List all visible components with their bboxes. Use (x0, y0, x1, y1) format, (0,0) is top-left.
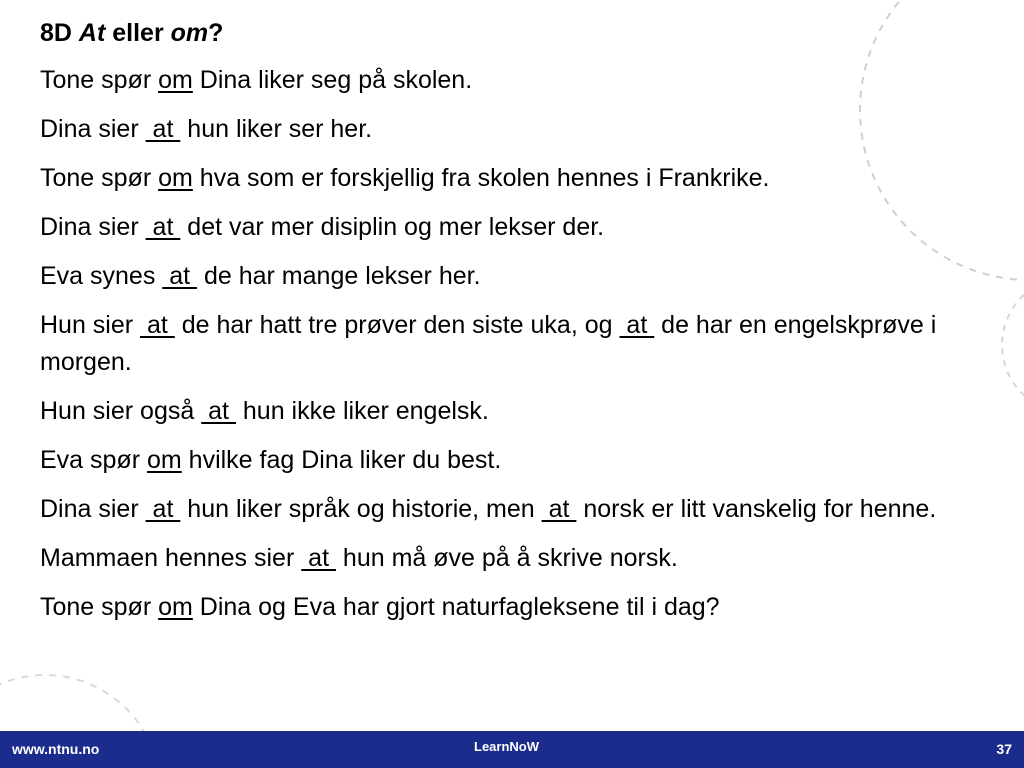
exercise-line (40, 62, 1000, 99)
line-text: Hun sier (40, 311, 141, 339)
exercise-line (40, 258, 1000, 295)
line-text: norsk er litt vanskelig for henne. (576, 495, 937, 523)
title-middle: eller (105, 19, 171, 47)
exercise-line (40, 393, 1000, 430)
footer-brand: LearnNoW (474, 739, 539, 754)
answer-blank: at (301, 544, 336, 572)
line-text: hun ikke liker engelsk. (235, 397, 489, 425)
exercise-line (40, 160, 1000, 197)
answer-blank: at (201, 397, 236, 425)
line-text: hvilke fag Dina liker du best. (181, 446, 502, 474)
answer-blank: at (145, 495, 181, 523)
title-end: ? (208, 19, 224, 47)
line-text: de har mange lekser her. (197, 262, 481, 290)
line-text: hun liker ser her. (180, 115, 373, 143)
exercise-line (40, 540, 1000, 577)
exercise-line (40, 111, 1000, 148)
line-text: hun må øve på å skrive norsk. (335, 544, 678, 572)
exercise-line (40, 209, 1000, 246)
line-text: Tone spør (40, 66, 159, 94)
line-text: Dina liker seg på skolen. (192, 66, 473, 94)
line-text: Tone spør (40, 164, 159, 192)
line-text: Dina sier (40, 213, 146, 241)
answer-blank: at (145, 115, 181, 143)
line-text: de har en engelskprøve i morgen. (40, 311, 937, 376)
exercise-line (40, 589, 1000, 626)
line-text: Dina sier (40, 115, 146, 143)
line-text: Hun sier også (40, 397, 202, 425)
line-text: Eva synes (40, 262, 163, 290)
answer-blank: om (146, 446, 182, 474)
page-number: 37 (996, 741, 1012, 757)
answer-blank: at (140, 311, 175, 339)
line-text: Eva spør (40, 446, 147, 474)
line-text: Dina og Eva har gjort naturfagleksene til i dag? (192, 593, 720, 621)
answer-blank: om (158, 593, 193, 621)
line-text: Dina sier (40, 495, 146, 523)
title-word-om: om (170, 19, 209, 47)
footer-bar (0, 731, 1024, 768)
answer-blank: at (541, 495, 577, 523)
title-number: 8D (40, 19, 79, 47)
footer-url-link[interactable]: www.ntnu.no (12, 741, 100, 757)
line-text: Mammaen hennes sier (40, 544, 302, 572)
line-text: hva som er forskjellig fra skolen hennes i Frankrike. (192, 164, 770, 192)
line-text: de har hatt tre prøver den siste uka, og (174, 311, 620, 339)
answer-blank: om (158, 164, 193, 192)
answer-blank: at (145, 213, 181, 241)
line-text: hun liker språk og historie, men (180, 495, 542, 523)
line-text: Tone spør (40, 593, 159, 621)
exercise-line (40, 307, 1000, 381)
exercise-line (40, 491, 1000, 528)
exercise-lines (40, 62, 1000, 638)
answer-blank: om (158, 66, 193, 94)
answer-blank: at (162, 262, 198, 290)
exercise-title (40, 16, 223, 50)
exercise-line (40, 442, 1000, 479)
line-text: det var mer disiplin og mer lekser der. (180, 213, 605, 241)
title-word-at: At (78, 19, 106, 47)
answer-blank: at (619, 311, 655, 339)
